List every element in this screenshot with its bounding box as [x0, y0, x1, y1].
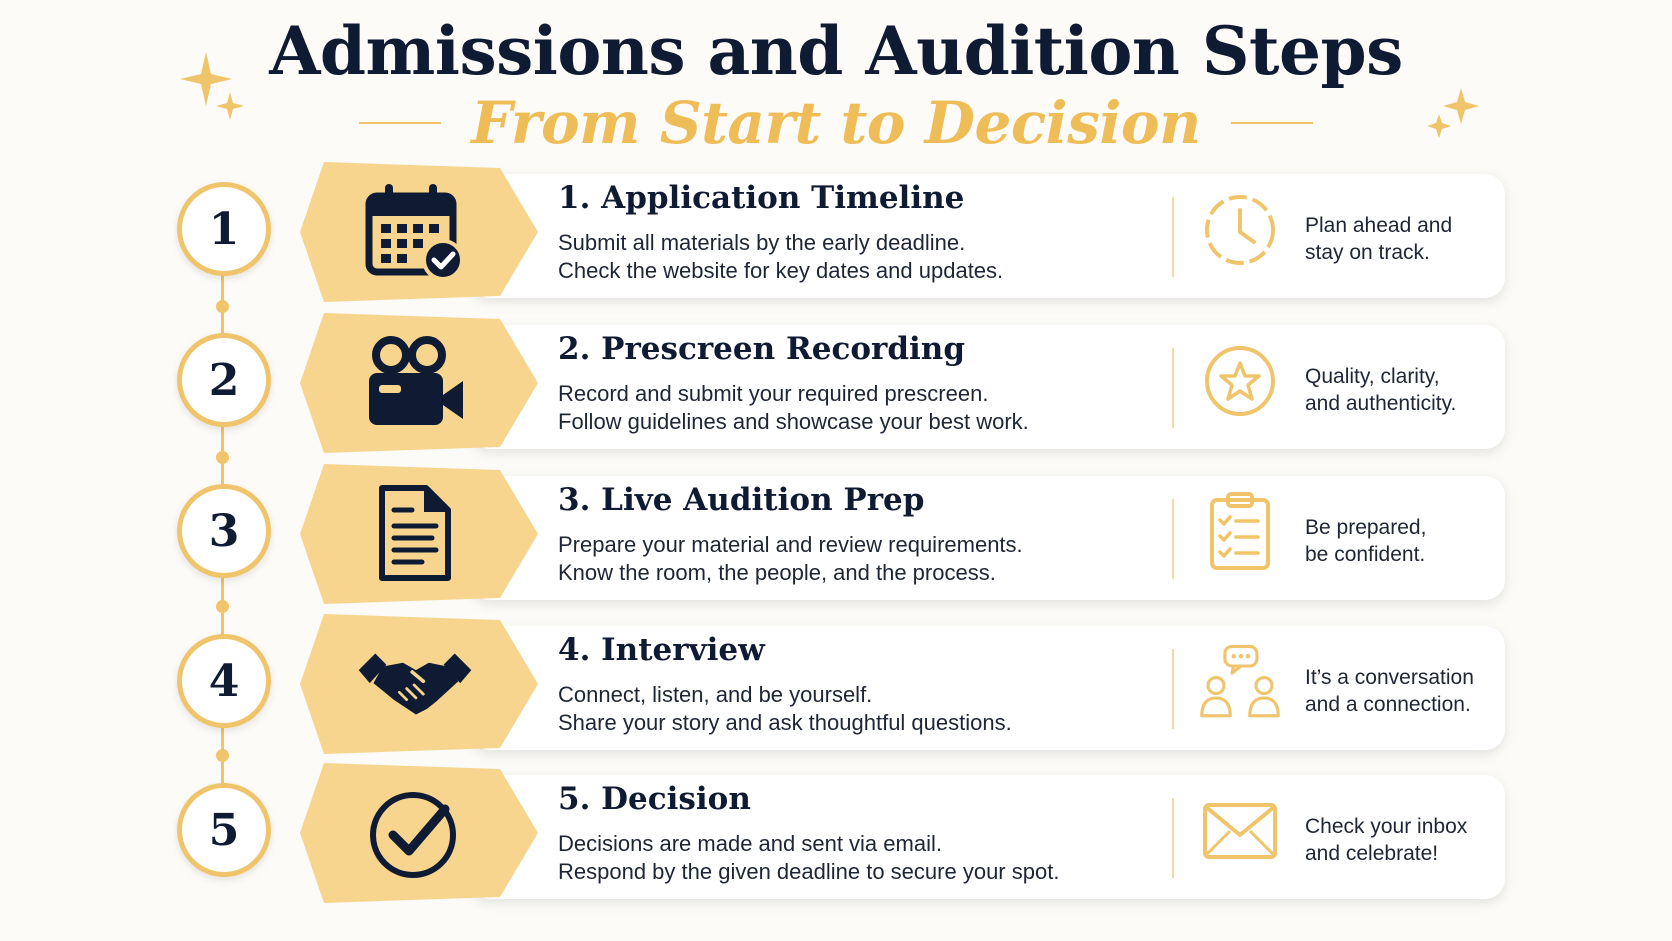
clock-icon — [1200, 190, 1280, 270]
step-prescreen-recording — [0, 313, 1672, 453]
calendar-check-icon — [355, 182, 475, 282]
tip-line: Quality, clarity, — [1305, 365, 1440, 388]
step-number-badge: 1 — [177, 182, 271, 276]
card-divider — [1172, 649, 1174, 729]
card-divider — [1172, 798, 1174, 878]
step-live-audition-prep — [0, 464, 1672, 604]
step-number-badge: 5 — [177, 783, 271, 877]
people-chat-icon — [1200, 642, 1280, 722]
step-tip — [1305, 813, 1467, 867]
tip-line: and authenticity. — [1305, 392, 1457, 415]
page-title: Admissions and Audition Steps — [269, 12, 1403, 90]
step-number-badge: 3 — [177, 484, 271, 578]
step-description-line: Decisions are made and sent via email. — [558, 831, 942, 856]
step-tip — [1305, 514, 1426, 568]
step-interview — [0, 614, 1672, 754]
step-number-badge: 2 — [177, 333, 271, 427]
step-description-line: Respond by the given deadline to secure your spot. — [558, 859, 1060, 884]
clipboard-checklist-icon — [1200, 492, 1280, 572]
video-camera-icon — [355, 333, 475, 433]
card-divider — [1172, 499, 1174, 579]
step-tip — [1305, 212, 1452, 266]
tip-line: be confident. — [1305, 543, 1426, 566]
step-description-line: Record and submit your required prescreen. — [558, 381, 989, 406]
tip-line: and a connection. — [1305, 693, 1471, 716]
step-description-line: Connect, listen, and be yourself. — [558, 682, 873, 707]
step-description-line: Submit all materials by the early deadline. — [558, 230, 966, 255]
step-title: 2. Prescreen Recording — [558, 331, 965, 367]
document-icon — [355, 484, 475, 584]
tip-line: It’s a conversation — [1305, 666, 1474, 689]
step-description-line: Know the room, the people, and the process. — [558, 560, 996, 585]
step-decision — [0, 763, 1672, 903]
step-tip — [1305, 664, 1474, 718]
step-number-badge: 4 — [177, 634, 271, 728]
tip-line: and celebrate! — [1305, 842, 1439, 865]
step-title: 3. Live Audition Prep — [558, 482, 925, 518]
check-circle-icon — [355, 783, 475, 883]
handshake-icon — [355, 634, 475, 734]
page-subtitle: From Start to Decision — [471, 89, 1201, 157]
step-title: 5. Decision — [558, 781, 751, 817]
sparkle-right-icon — [1425, 86, 1485, 146]
subtitle-row — [0, 88, 1672, 158]
card-divider — [1172, 348, 1174, 428]
step-title: 4. Interview — [558, 632, 765, 668]
step-application-timeline — [0, 162, 1672, 302]
star-badge-icon — [1200, 341, 1280, 421]
step-description-line: Share your story and ask thoughtful questions. — [558, 710, 1012, 735]
subtitle-left-rule — [359, 122, 441, 124]
tip-line: Be prepared, — [1305, 516, 1427, 539]
envelope-icon — [1200, 791, 1280, 871]
step-title: 1. Application Timeline — [558, 180, 965, 216]
tip-line: Plan ahead and — [1305, 214, 1453, 237]
step-tip — [1305, 363, 1456, 417]
tip-line: stay on track. — [1305, 241, 1430, 264]
card-divider — [1172, 197, 1174, 277]
tip-line: Check your inbox — [1305, 815, 1468, 838]
step-description-line: Follow guidelines and showcase your best work. — [558, 409, 1029, 434]
step-description-line: Prepare your material and review requirements. — [558, 532, 1023, 557]
step-description-line: Check the website for key dates and updates. — [558, 258, 1004, 283]
sparkle-left-icon — [178, 48, 248, 128]
subtitle-right-rule — [1231, 122, 1313, 124]
